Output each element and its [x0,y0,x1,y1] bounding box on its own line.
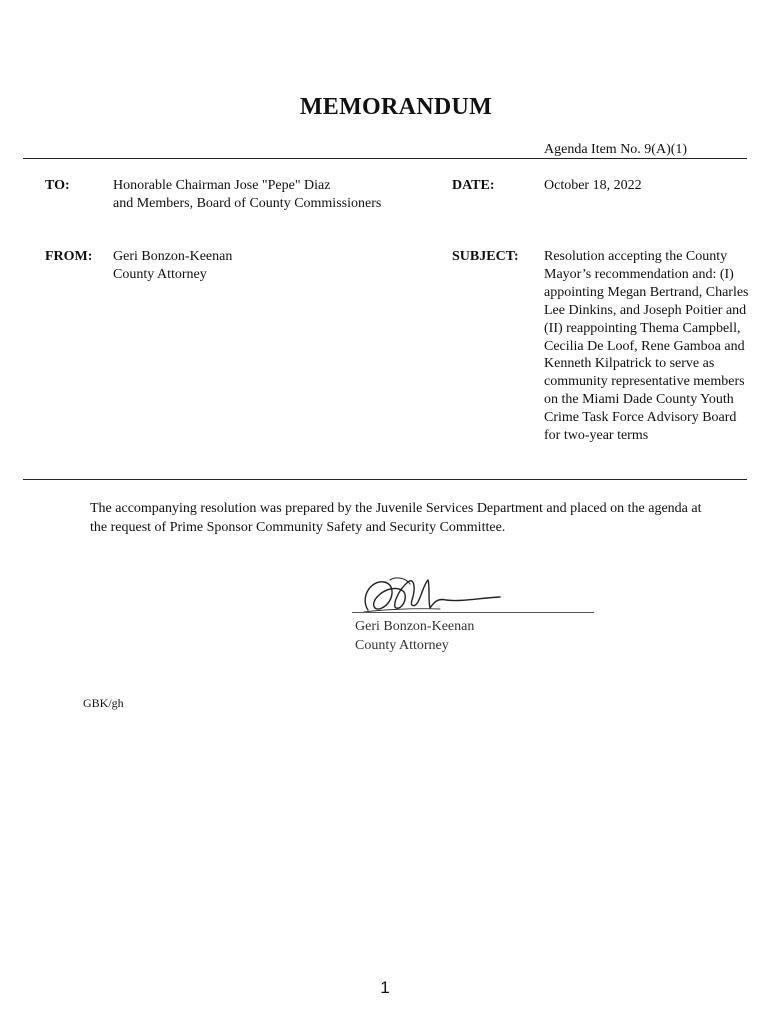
to-label: TO: [45,178,70,193]
page-number: 1 [380,978,390,997]
date-label: DATE: [452,178,495,193]
subject-label: SUBJECT: [452,249,519,264]
from-line-2: County Attorney [113,267,207,282]
memo-body: The accompanying resolution was prepared by the Juvenile Services Department and placed on the agenda at the request of Prime Sponsor Community Safety and Security Committee. [90,501,702,535]
signature-line [352,612,594,613]
date-value: October 18, 2022 [544,178,642,193]
to-line-2: and Members, Board of County Commissioners [113,196,382,211]
signature-block [355,617,474,655]
header-top-rule [23,158,747,159]
from-line-1: Geri Bonzon-Keenan [113,249,233,264]
header-bottom-rule [23,479,747,480]
from-sender [113,248,232,284]
to-line-1: Honorable Chairman Jose "Pepe" Diaz [113,178,331,193]
agenda-item-number: Agenda Item No. 9(A)(1) [544,142,688,157]
to-recipient [113,177,381,213]
signer-title: County Attorney [355,638,449,653]
typist-initials: GBK/gh [83,696,124,710]
from-label: FROM: [45,249,93,264]
memo-title: MEMORANDUM [299,94,493,120]
subject-text: Resolution accepting the County Mayor’s recommendation and: (I) appointing Megan Bertrand, Charles Lee Dinkins, and Joseph Poitier and (II) reappointing Thema Campbell, Cecilia De Loof, Rene Gamboa and Kenneth Kilpatrick to serve as community representative members on the Miami Dade County Youth Crime Task Force Advisory Board for two-year terms [544,249,749,444]
handwritten-signature [350,568,600,618]
signer-name: Geri Bonzon-Keenan [355,619,475,634]
